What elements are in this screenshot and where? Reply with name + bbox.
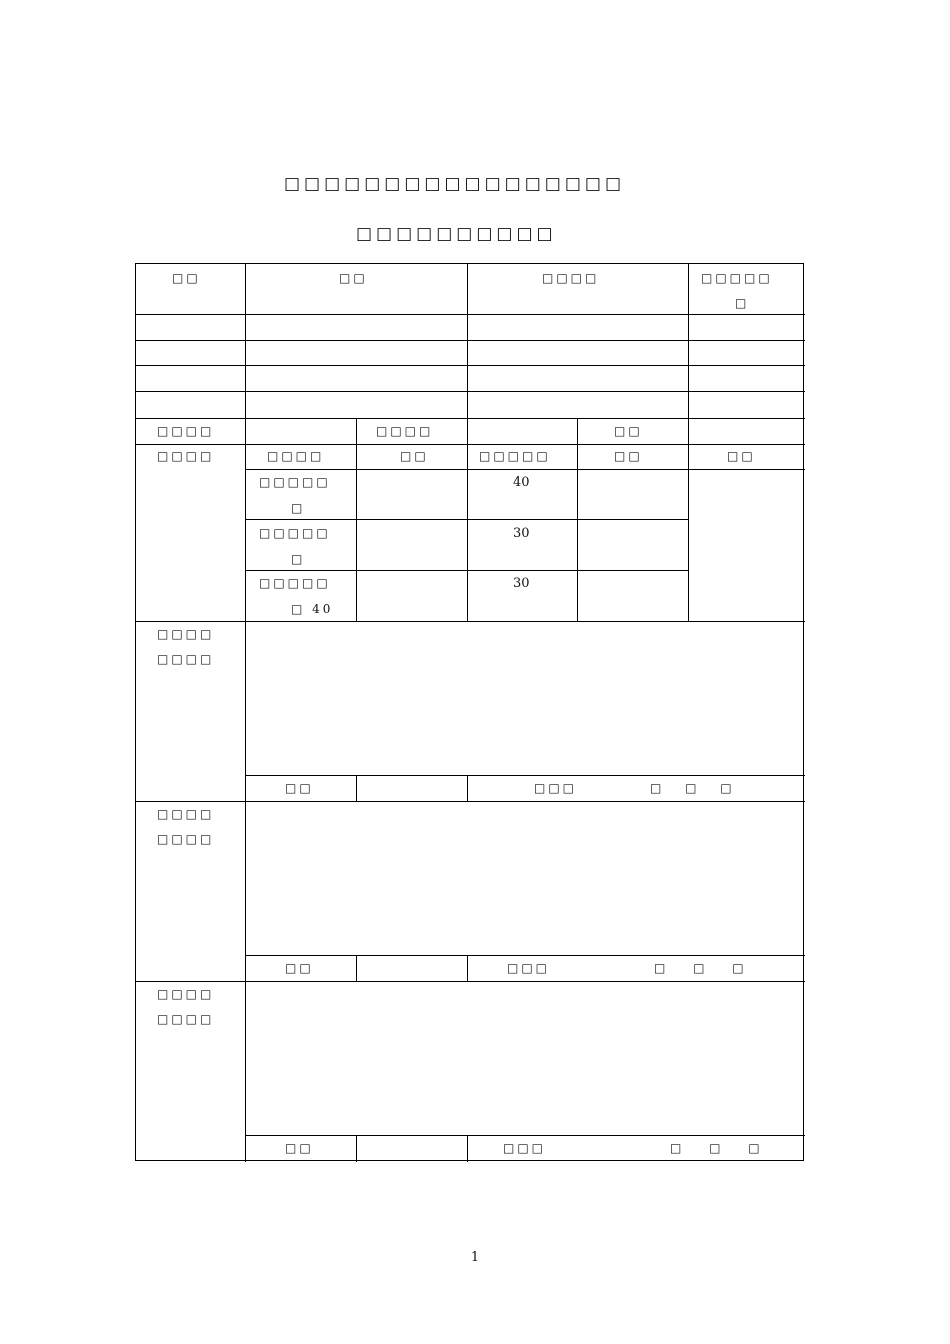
score-item-1-weight: 40	[513, 475, 530, 490]
header-col2: □□	[339, 271, 368, 285]
opinion-2-date-fields: □ □ □	[654, 961, 747, 975]
score-item-3-name-line2: □ 40	[291, 602, 334, 616]
row-divider	[136, 340, 805, 341]
opinion-3-label-line2: □□□□	[157, 1012, 215, 1026]
score-col-item: □□□□	[267, 449, 325, 463]
document-title-line1: □□□□□□□□□□□□□□□□□	[284, 174, 626, 194]
score-item-2-weight: 30	[513, 526, 530, 541]
score-item-3-name-line1: □□□□□	[259, 576, 331, 590]
column-divider	[356, 955, 357, 981]
column-divider	[688, 264, 689, 418]
score-item-3-weight: 30	[513, 576, 530, 591]
column-divider	[356, 1135, 357, 1162]
column-divider	[467, 775, 468, 801]
score-col-score: □□	[614, 449, 643, 463]
info-label3: □□	[614, 424, 643, 438]
score-item-1-name-line1: □□□□□	[259, 475, 331, 489]
opinion-2-label-line2: □□□□	[157, 832, 215, 846]
opinion-1-label-line2: □□□□	[157, 652, 215, 666]
info-label2: □□□□	[376, 424, 434, 438]
header-col4-line2: □	[735, 296, 750, 310]
row-divider	[136, 365, 805, 366]
column-divider	[467, 1135, 468, 1162]
opinion-2-sign-label: □□	[285, 961, 314, 975]
column-divider	[467, 955, 468, 981]
column-divider	[245, 264, 246, 1162]
opinion-3-date-label: □□□	[503, 1141, 547, 1155]
evaluation-form	[135, 263, 804, 1161]
score-col-total: □□	[727, 449, 756, 463]
info-label1: □□□□	[157, 424, 215, 438]
opinion-1-date-fields: □ □ □	[650, 781, 735, 795]
opinion-1-label-line1: □□□□	[157, 627, 215, 641]
header-col1: □□	[172, 271, 201, 285]
row-divider	[136, 621, 805, 622]
opinion-1-date-label: □□□	[534, 781, 578, 795]
row-divider	[136, 391, 805, 392]
row-divider	[136, 444, 805, 445]
column-divider	[356, 418, 357, 621]
score-section-label: □□□□	[157, 449, 215, 463]
row-divider	[136, 801, 805, 802]
opinion-1-sign-label: □□	[285, 781, 314, 795]
score-item-2-name-line2: □	[291, 552, 306, 566]
column-divider	[467, 418, 468, 621]
score-col-content: □□	[400, 449, 429, 463]
opinion-3-sign-label: □□	[285, 1141, 314, 1155]
column-divider	[577, 418, 578, 621]
score-item-2-name-line1: □□□□□	[259, 526, 331, 540]
score-col-weight: □□□□□	[479, 449, 551, 463]
column-divider	[356, 775, 357, 801]
document-title-line2: □□□□□□□□□□	[356, 224, 557, 244]
header-col4-line1: □□□□□	[701, 271, 773, 285]
opinion-2-date-label: □□□	[507, 961, 551, 975]
opinion-3-date-fields: □ □ □	[670, 1141, 763, 1155]
row-divider	[136, 981, 805, 982]
column-divider	[467, 264, 468, 418]
column-divider	[688, 418, 689, 621]
row-divider	[136, 314, 805, 315]
row-divider	[136, 418, 805, 419]
page-number: 1	[470, 1250, 480, 1265]
score-item-1-name-line2: □	[291, 501, 306, 515]
header-col3: □□□□	[542, 271, 600, 285]
opinion-3-label-line1: □□□□	[157, 987, 215, 1001]
opinion-2-label-line1: □□□□	[157, 807, 215, 821]
